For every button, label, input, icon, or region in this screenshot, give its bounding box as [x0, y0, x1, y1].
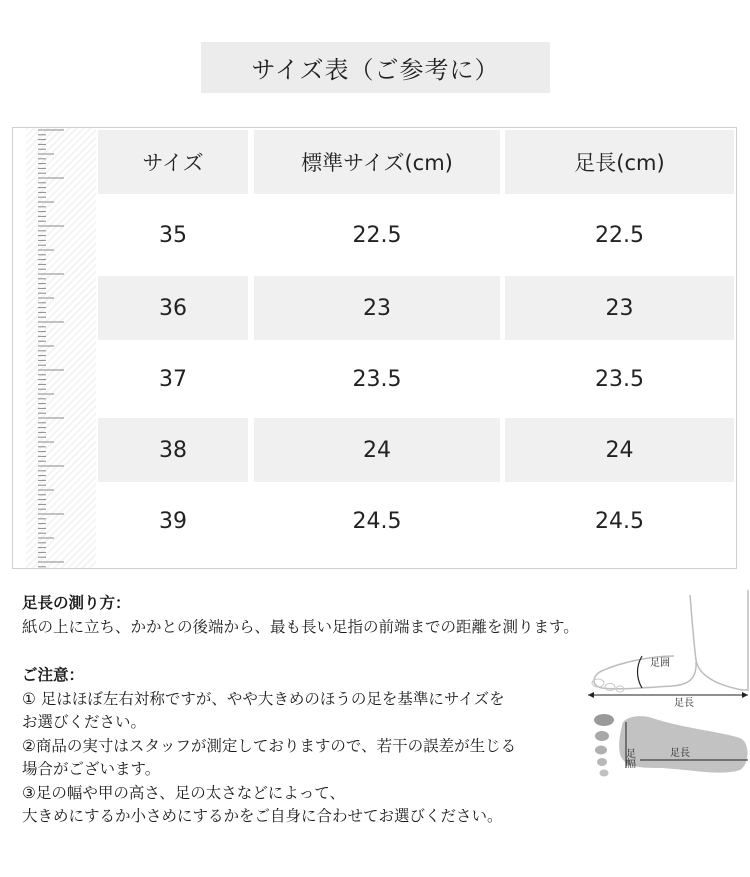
- toe-print: [595, 746, 607, 755]
- table-cell-size: 39: [159, 508, 187, 534]
- measure-section: [22, 592, 579, 639]
- table-cell-length: 24.5: [595, 508, 644, 534]
- width-label: 足幅: [623, 748, 635, 768]
- ruler-decoration: [26, 128, 96, 568]
- table-cell-length: 24: [505, 418, 734, 482]
- arrow-head: [588, 692, 594, 698]
- measure-text: 紙の上に立ち、かかとの後端から、最も長い足指の前端までの距離を測ります。: [22, 617, 579, 636]
- length-bottom-label: 足長: [670, 748, 690, 759]
- table-cell-standard: 23.5: [352, 366, 402, 392]
- table-cell-size: 35: [159, 222, 187, 248]
- notes-section: [22, 664, 516, 829]
- toe-print: [594, 714, 614, 726]
- measure-heading: 足長の測り方：: [22, 594, 131, 612]
- table-cell-size: 36: [98, 276, 248, 340]
- note-line: 場合がございます。: [22, 760, 161, 778]
- header-foot-length: 足長(cm): [505, 130, 734, 194]
- foot-measurement-illustration: [582, 590, 750, 790]
- girth-line: [638, 656, 643, 688]
- sole-print: [619, 716, 747, 773]
- length-side-label: 足長: [674, 698, 694, 709]
- toe-shape: [605, 684, 615, 691]
- note-line: ① 足はほぼ左右対称ですが、やや大きめのほうの足を基準にサイズを: [22, 689, 505, 708]
- note-line: お選びください。: [22, 713, 147, 731]
- foot-side-outline: [690, 590, 748, 690]
- header-standard-size: 標準サイズ(cm): [254, 130, 500, 194]
- ruler-ticks: [26, 128, 96, 568]
- table-cell-length: 23.5: [595, 366, 644, 392]
- table-cell-size: 37: [159, 366, 187, 392]
- table-cell-length: 22.5: [595, 222, 644, 248]
- table-cell-standard: 24: [254, 418, 500, 482]
- title-banner: [201, 42, 550, 93]
- table-cell-length: 23: [505, 276, 734, 340]
- table-cell-standard: 24.5: [352, 508, 402, 534]
- table-cell-standard: 23: [254, 276, 500, 340]
- toe-print: [595, 731, 609, 741]
- note-line: ②商品の実寸はスタッフが測定しておりますので、若干の誤差が生じる: [22, 736, 517, 755]
- table-cell-size: 38: [98, 418, 248, 482]
- toe-print: [600, 770, 609, 777]
- toe-print: [597, 758, 607, 766]
- header-size: サイズ: [98, 130, 248, 194]
- girth-label: 足囲: [650, 658, 670, 669]
- table-cell-standard: 22.5: [352, 222, 402, 248]
- note-line: ③足の幅や甲の高さ、足の太さなどによって、: [22, 783, 345, 802]
- note-line: 大きめにするか小さめにするかをご自身に合わせてお選びください。: [22, 807, 503, 825]
- notes-heading: ご注意：: [22, 666, 85, 684]
- arrow-head: [742, 692, 748, 698]
- page-title: サイズ表（ご参考に）: [251, 56, 500, 84]
